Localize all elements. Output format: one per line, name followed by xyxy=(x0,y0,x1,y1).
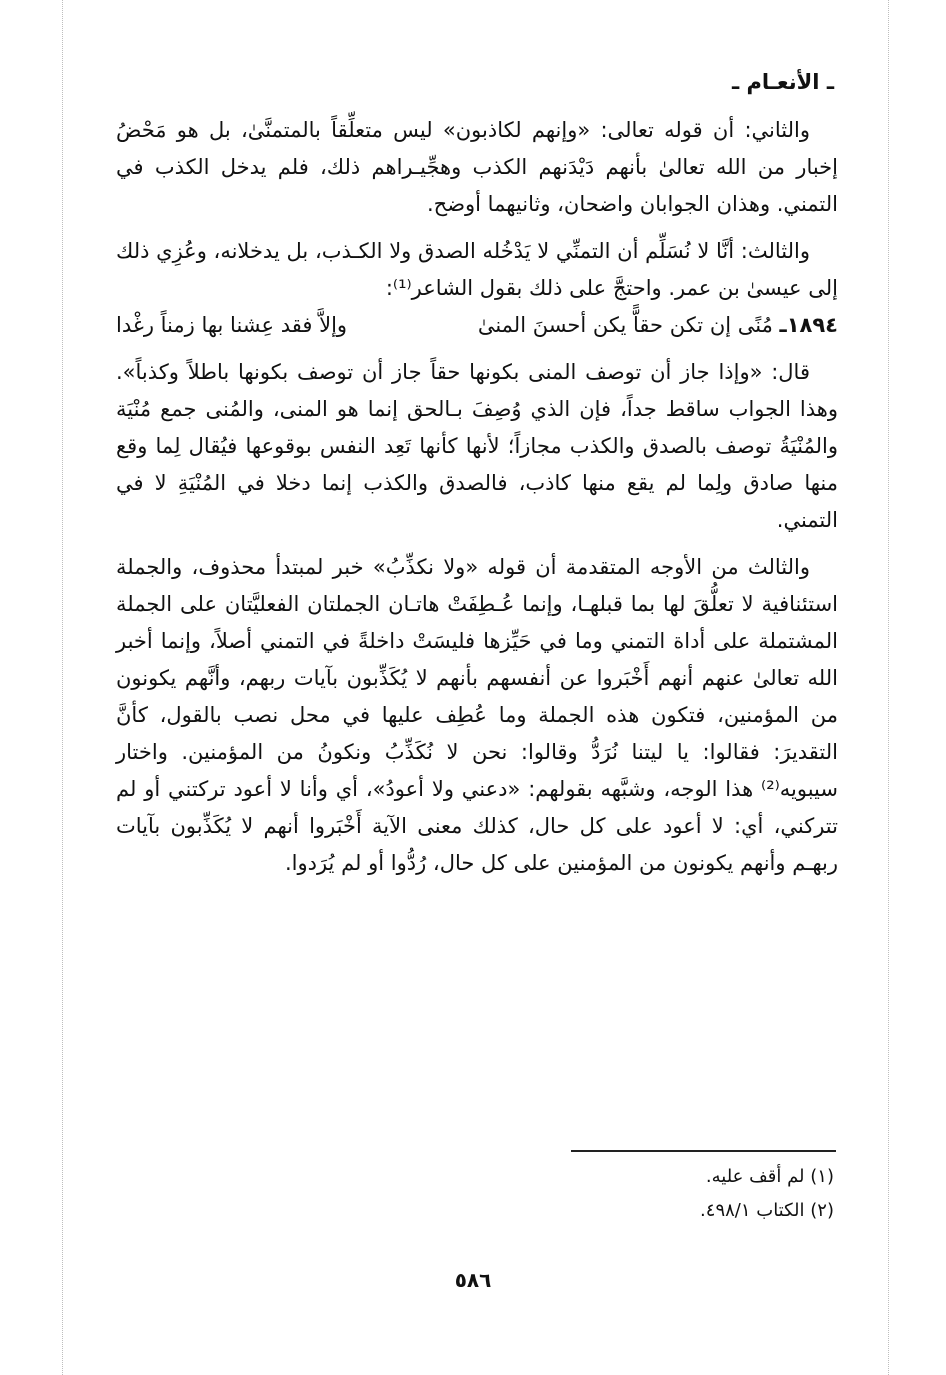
paragraph: قال: «وإذا جاز أن توصف المنى بكونها حقاً جاز أن توصف بكونها باطلاً وكذباً». وهذا الجواب ساقط جداً، فإن الذي وُصِفَ بـالحق إنما هو المنى، والمُنى جمع مُنْيَة والمُنْيَةُ توصف بالصدق والكذب مجازاً؛ لأنها كأنها تَعِد النفس بوقوعها فيُقال لِما وقع منها صادق ولِما لم يقع منها كاذب، فالصدق والكذب إنما دخلا في المُنْيَةِ لا في التمني. xyxy=(116,360,838,532)
main-text xyxy=(116,112,838,882)
footnote: (٢) الكتاب ٤٩٨/١. xyxy=(700,1200,834,1221)
running-title: ـ الأنعـام ـ xyxy=(731,70,834,94)
verse-second-hemistich: وإلاَّ فقد عِشنا بها زمناً رغْدا xyxy=(116,313,348,337)
verse-first-hemistich: مُنًى إن تكن حقاًّ يكن أحسنَ المنىٰ xyxy=(477,313,773,337)
footnote-separator xyxy=(571,1150,836,1152)
right-edge-guide xyxy=(888,0,889,1375)
left-edge-guide xyxy=(62,0,63,1375)
verse-number: ١٨٩٤ـ xyxy=(779,313,838,337)
footnotes xyxy=(334,1160,834,1228)
paragraph: والثالث: أنَّا لا نُسَلِّم أن التمنِّي لا يَدْخُله الصدق ولا الكـذب، بل يدخلانه، وعُزِي ذلك إلى عيسىٰ بن عمر. واحتجَّ على ذلك بقول الشاعر⁽¹⁾: xyxy=(116,239,838,300)
page-number: ٥٨٦ xyxy=(454,1268,492,1292)
poetry-verse xyxy=(116,307,838,344)
verse-first-line xyxy=(478,307,838,344)
footnote: (١) لم أقف عليه. xyxy=(705,1166,834,1187)
paragraph: والثالث من الأوجه المتقدمة أن قوله «ولا نكذِّبُ» خبر لمبتدأ محذوف، والجملة استئنافية لا تعلُّقَ لها بما قبلهـا، وإنما عُـطِفَتْ هاتـان الجملتان الفعليَّتان على الجملة المشتملة على أداة التمني وما في حَيِّزها فليسَتْ داخلةً في التمني أصلاً، وإنما أخبر الله تعالىٰ عنهم أنهم أَخْبَروا عن أنفسهم بأنهم لا يُكَذِّبون بآيات ربهم، وأنَّهم يكونون من المؤمنين، فتكون هذه الجملة وما عُطِف عليها في محل نصب بالقول، كأنَّ التقديرَ: فقالوا: يا ليتنا نُرَدُّ وقالوا: نحن لا نُكَذِّبُ ونكونُ من المؤمنين. واختار سيبويه⁽²⁾ هذا الوجه، وشبَّهه بقولهم: «دعني ولا أعودُ»، أي وأنا لا أعود تركتني أو لم تتركني، أي: لا أعود على كل حال، كذلك معنى الآية أَخْبَروا أنهم لا يُكَذِّبون بآيات ربهـم وأنهم يكونون من المؤمنين على كل حال، رُدُّوا أو لم يُرَدوا. xyxy=(116,555,838,875)
paragraph: والثاني: أن قوله تعالى: «وإنهم لكاذبون» ليس متعلِّقاً بالمتمنَّىٰ، بل هو مَحْضُ إخبار من الله تعالىٰ بأنهم دَيْدَنهم الكذب وهجِّيـراهم ذلك، فلم يدخل الكذب في التمني. وهذان الجوابان واضحان، وثانيهما أوضح. xyxy=(116,118,838,216)
